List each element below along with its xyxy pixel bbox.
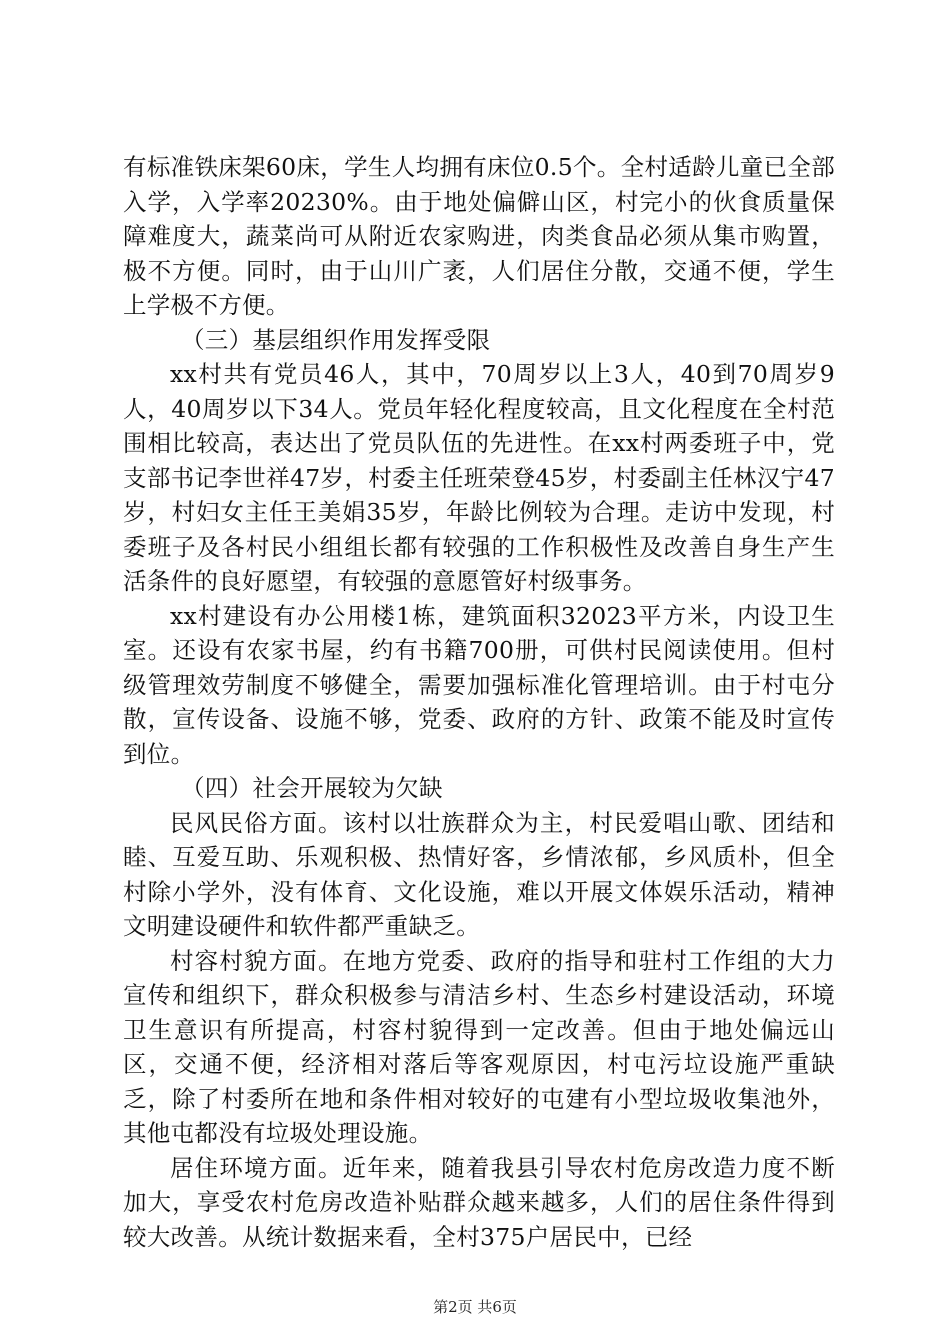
paragraph-village-appearance: 村容村貌方面。在地方党委、政府的指导和驻村工作组的大力宣传和组织下，群众积极参与清洁乡村、生态乡村建设活动，环境卫生意识有所提高，村容村貌得到一定改善。但由于地处偏远山区，交通不便，经济相对落后等客观原因，村屯污垃设施严重缺乏，除了村委所在地和条件相对较好的屯建有小型垃圾收集池外，其他屯都没有垃圾处理设施。 xyxy=(123,946,835,1147)
paragraph-folk-customs: 民风民俗方面。该村以壮族群众为主，村民爱唱山歌、团结和睦、互爱互助、乐观积极、热情好客，乡情浓郁，乡风质朴，但全村除小学外，没有体育、文化设施，难以开展文体娱乐活动，精神文明建设硬件和软件都严重缺乏。 xyxy=(123,808,835,940)
paragraph-office-building: xx村建设有办公用楼1栋，建筑面积32023平方米，内设卫生室。还设有农家书屋，约有书籍700册，可供村民阅读使用。但村级管理效劳制度不够健全，需要加强标准化管理培训。由于村屯分散，宣传设备、设施不够，党委、政府的方针、政策不能及时宣传到位。 xyxy=(123,601,835,768)
section-heading-social-development: （四）社会开展较为欠缺 xyxy=(181,774,443,802)
page-number: 第2页 共6页 xyxy=(433,1298,517,1316)
page-footer xyxy=(0,1297,950,1317)
section-heading-grassroots-organization: （三）基层组织作用发挥受限 xyxy=(181,325,491,354)
paragraph-school-conditions: 有标准铁床架60床，学生人均拥有床位0.5个。全村适龄儿童已全部入学，入学率20230%。由于地处偏僻山区，村完小的伙食质量保障难度大，蔬菜尚可从附近农家购进，肉类食品必须从集市购置，极不方便。同时，由于山川广袤，人们居住分散，交通不便，学生上学极不方便。 xyxy=(123,153,835,319)
document-body xyxy=(123,150,835,1254)
paragraph-living-environment: 居住环境方面。近年来，随着我县引导农村危房改造力度不断加大，享受农村危房改造补贴群众越来越多，人们的居住条件得到较大改善。从统计数据来看，全村375户居民中，已经 xyxy=(123,1153,835,1251)
paragraph-party-members: xx村共有党员46人，其中，70周岁以上3人，40到70周岁9人，40周岁以下34人。党员年轻化程度较高，且文化程度在全村范围相比较高，表达出了党员队伍的先进性。在xx村两委班子中，党支部书记李世祥47岁，村委主任班荣登45岁，村委副主任林汉宁47岁，村妇女主任王美娟35岁，年龄比例较为合理。走访中发现，村委班子及各村民小组组长都有较强的工作积极性及改善自身生产生活条件的良好愿望，有较强的意愿管好村级事务。 xyxy=(123,360,835,595)
